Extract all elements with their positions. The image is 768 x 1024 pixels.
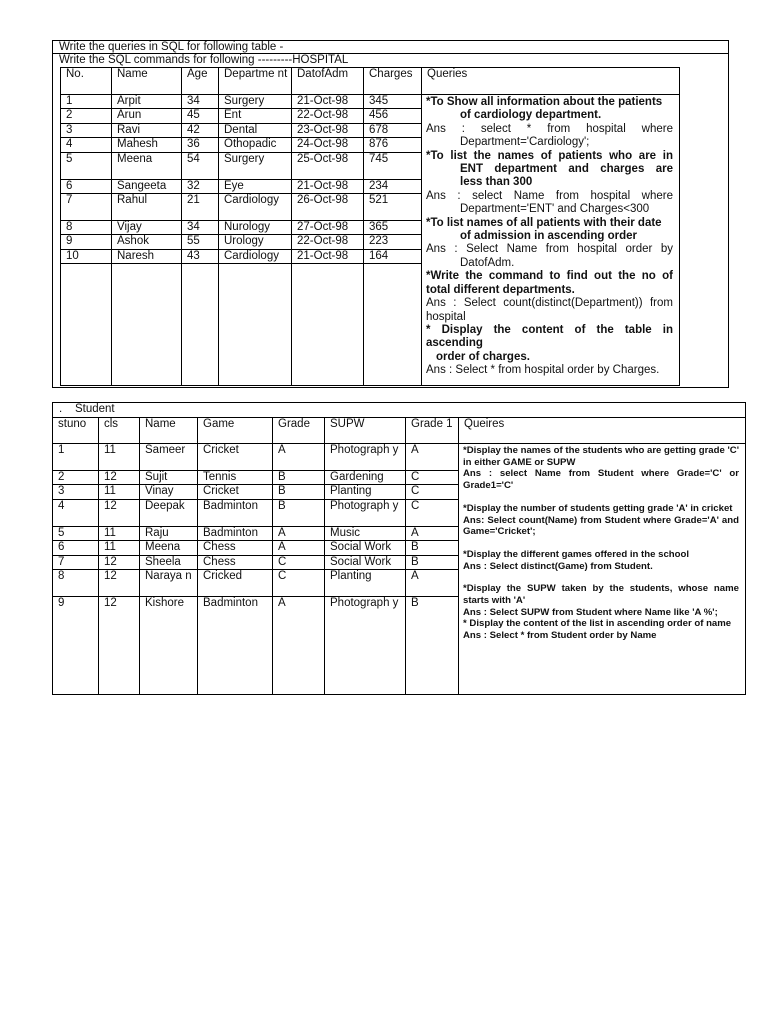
student-queries-cell [459,444,746,695]
column-header-queires: Queires [459,418,746,444]
hospital-query-2-cont2: less than 300 [460,176,533,189]
cell-game: Cricket [198,485,273,499]
student-answer-5: Ans : Select * from Student order by Name [463,630,657,642]
cell-supw: Music [325,526,406,540]
cell-charges: 234 [364,179,422,193]
cell-name: Meena [140,541,198,555]
cell-no: 4 [61,138,112,152]
student-title: . Student [59,403,115,415]
student-query-3: *Display the different games offered in the school [463,548,690,560]
cell-charges: 365 [364,221,422,235]
cell-charges: 678 [364,123,422,137]
cell-no: 8 [61,221,112,235]
cell-grade: B [273,499,325,526]
column-header-supw: SUPW [325,418,406,444]
cell-age: 43 [182,249,219,263]
cell-grade: B [273,471,325,485]
column-header-name: Name [140,418,198,444]
student-query-1: *Display the names of the students who are getting grade 'C' in either GAME or SUPW [463,445,739,468]
cell-name: Sheela [140,555,198,569]
cell-datofadm: 24-Oct-98 [292,138,364,152]
cell-name: Mahesh [112,138,182,152]
cell-age: 55 [182,235,219,249]
cell-age: 34 [182,95,219,109]
cell-name: Sangeeta [112,179,182,193]
cell-department: Ent [219,109,292,123]
cell-datofadm: 22-Oct-98 [292,235,364,249]
cell-datofadm: 25-Oct-98 [292,152,364,179]
cell-cls: 12 [99,597,140,695]
cell-charges: 223 [364,235,422,249]
cell-name: Ashok [112,235,182,249]
cell-stuno: 6 [53,541,99,555]
cell-supw: Social Work [325,541,406,555]
hospital-query-5: * Display the content of the table in ascending [426,323,673,350]
cell-stuno: 9 [53,597,99,695]
column-header-age: Age [182,68,219,95]
student-table [52,417,746,695]
cell-name: Sujit [140,471,198,485]
cell-no: 7 [61,194,112,221]
cell-no: 9 [61,235,112,249]
cell-no: 5 [61,152,112,179]
hospital-query-1: *To Show all information about the patients [426,96,663,108]
cell-stuno: 1 [53,444,99,471]
cell-game: Tennis [198,471,273,485]
cell-cls: 11 [99,485,140,499]
cell-cls: 12 [99,570,140,597]
cell-age: 21 [182,194,219,221]
student-query-2: *Display the number of students getting grade 'A' in cricket [463,502,733,514]
cell-department: Eye [219,179,292,193]
cell-charges: 745 [364,152,422,179]
cell-grade: A [273,444,325,471]
cell-supw: Photograph y [325,597,406,695]
cell-grade: A [273,597,325,695]
cell-charges: 456 [364,109,422,123]
cell-supw: Planting [325,485,406,499]
cell-name: Ravi [112,123,182,137]
cell-grade: A [273,541,325,555]
cell-supw: Photograph y [325,499,406,526]
hospital-queries-cell [422,95,680,386]
cell-grade1: A [406,526,459,540]
hospital-query-2: *To list the names of patients who are in [426,149,673,162]
cell-stuno: 8 [53,570,99,597]
cell-no: 3 [61,123,112,137]
cell-datofadm: 22-Oct-98 [292,109,364,123]
cell-name: Vijay [112,221,182,235]
column-header-grade: Grade [273,418,325,444]
cell-supw: Planting [325,570,406,597]
cell-age: 42 [182,123,219,137]
cell-datofadm: 21-Oct-98 [292,95,364,109]
cell-no: 10 [61,249,112,263]
hospital-query-1-cont: of cardiology department. [460,109,602,122]
column-header-game: Game [198,418,273,444]
cell-department: Othopadic [219,138,292,152]
cell-grade1: C [406,471,459,485]
hospital-query-4: *Write the command to find out the no of total different departments. [426,270,673,296]
hospital-answer-2: Ans : select Name from hospital where [426,189,673,202]
cell-grade1: B [406,555,459,569]
student-answer-4: Ans : Select SUPW from Student where Name like 'A %'; [463,606,718,618]
hospital-answer-4: Ans : Select count(distinct(Department)) from hospital [426,297,673,323]
cell-department: Surgery [219,152,292,179]
column-header-charges: Charges [364,68,422,95]
cell-grade: C [273,570,325,597]
cell-department: Cardiology [219,249,292,263]
cell-datofadm: 21-Oct-98 [292,179,364,193]
cell-name: Rahul [112,194,182,221]
hospital-query-3: *To list names of all patients with their date [426,216,662,229]
cell-game: Chess [198,555,273,569]
cell-stuno: 7 [53,555,99,569]
cell-name: Kishore [140,597,198,695]
table-row [61,95,680,109]
cell-no: 2 [61,109,112,123]
cell-department: Cardiology [219,194,292,221]
cell-grade1: A [406,444,459,471]
cell-cls: 11 [99,526,140,540]
cell-age: 45 [182,109,219,123]
cell-stuno: 5 [53,526,99,540]
column-header-stuno: stuno [53,418,99,444]
column-header-grade1: Grade 1 [406,418,459,444]
student-query-4: *Display the SUPW taken by the students, whose name starts with 'A' [463,583,739,607]
cell-game: Cricket [198,444,273,471]
cell-supw: Social Work [325,555,406,569]
hospital-query-5-cont: order of charges. [436,350,530,363]
cell-stuno: 3 [53,485,99,499]
hospital-query-2-cont: ENT department and charges are [460,163,673,176]
hospital-answer-5: Ans : Select * from hospital order by Charges. [426,364,660,377]
cell-name: Arpit [112,95,182,109]
hospital-intro-line: Write the queries in SQL for following table - [59,41,284,53]
cell-cls: 12 [99,555,140,569]
hospital-query-3-cont: of admission in ascending order [460,230,638,243]
hospital-answer-1-cont: Department='Cardiology'; [460,136,590,149]
cell-stuno: 4 [53,499,99,526]
cell-name: Sameer [140,444,198,471]
column-header-datofadm: DatofAdm [292,68,364,95]
hospital-answer-3-cont: DatofAdm. [460,256,515,269]
hospital-answer-2-cont: Department='ENT' and Charges<300 [460,203,650,216]
cell-no: 6 [61,179,112,193]
cell-cls: 11 [99,444,140,471]
cell-datofadm: 23-Oct-98 [292,123,364,137]
column-header-cls: cls [99,418,140,444]
student-answer-1: Ans : select Name from Student where Grade='C' or Grade1='C' [463,468,739,492]
table-header-row [53,418,746,444]
cell-datofadm: 26-Oct-98 [292,194,364,221]
cell-age: 54 [182,152,219,179]
cell-stuno: 2 [53,471,99,485]
cell-game: Cricked [198,570,273,597]
cell-charges: 345 [364,95,422,109]
cell-name: Raju [140,526,198,540]
cell-cls: 12 [99,471,140,485]
cell-department: Dental [219,123,292,137]
cell-name: Arun [112,109,182,123]
cell-cls: 11 [99,541,140,555]
hospital-answer-1: Ans : select * from hospital where [426,122,673,135]
cell-grade1: C [406,499,459,526]
cell-age: 32 [182,179,219,193]
cell-no: 1 [61,95,112,109]
hospital-table [60,67,680,386]
cell-supw: Gardening [325,471,406,485]
cell-game: Badminton [198,499,273,526]
cell-department: Nurology [219,221,292,235]
cell-game: Chess [198,541,273,555]
column-header-name: Name [112,68,182,95]
table-row [53,444,746,471]
cell-grade: B [273,485,325,499]
column-header-department: Departme nt [219,68,292,95]
cell-grade1: A [406,570,459,597]
cell-charges: 164 [364,249,422,263]
cell-grade1: B [406,541,459,555]
cell-name: Naresh [112,249,182,263]
column-header-queries: Queries [422,68,680,95]
student-answer-2: Ans: Select count(Name) from Student where Grade='A' and Game='Cricket'; [463,514,739,538]
cell-age: 36 [182,138,219,152]
cell-grade: A [273,526,325,540]
cell-name: Vinay [140,485,198,499]
cell-grade1: C [406,485,459,499]
cell-supw: Photograph y [325,444,406,471]
cell-datofadm: 21-Oct-98 [292,249,364,263]
cell-cls: 12 [99,499,140,526]
cell-name: Deepak [140,499,198,526]
cell-name: Meena [112,152,182,179]
cell-charges: 876 [364,138,422,152]
cell-game: Badminton [198,526,273,540]
cell-department: Surgery [219,95,292,109]
cell-datofadm: 27-Oct-98 [292,221,364,235]
student-answer-3: Ans : Select distinct(Game) from Student. [463,560,653,572]
column-header-no: No. [61,68,112,95]
cell-game: Badminton [198,597,273,695]
cell-charges: 521 [364,194,422,221]
cell-name: Naraya n [140,570,198,597]
table-header-row [61,68,680,95]
cell-age: 34 [182,221,219,235]
hospital-title-line: Write the SQL commands for following ---------HOSPITAL [59,54,349,66]
cell-grade: C [273,555,325,569]
cell-grade1: B [406,597,459,695]
student-query-5: * Display the content of the list in ascending order of name [463,618,732,630]
cell-department: Urology [219,235,292,249]
hospital-answer-3: Ans : Select Name from hospital order by [426,243,673,256]
